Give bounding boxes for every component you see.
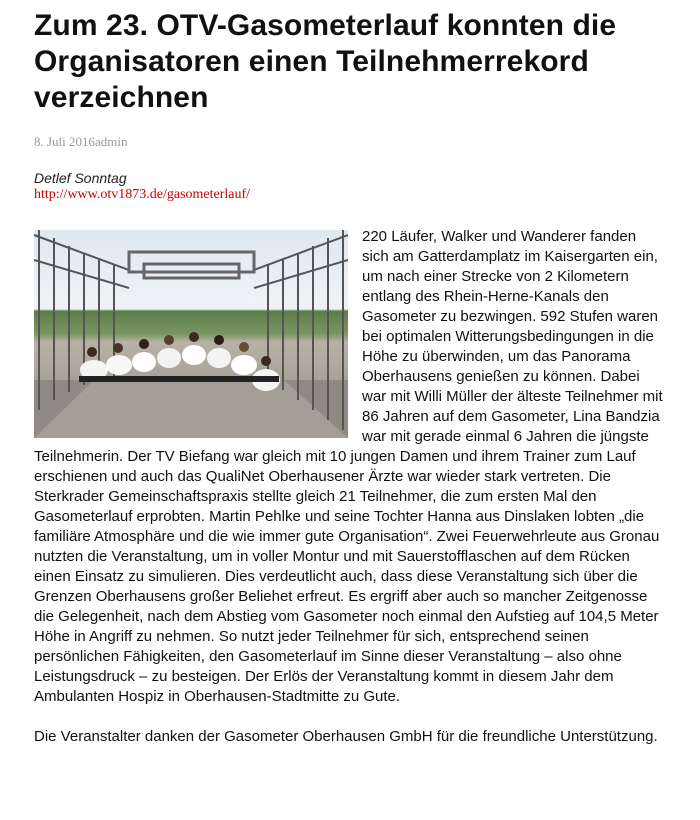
article-paragraph: 220 Läufer, Walker und Wanderer fanden sich am Gatterdamplatz im Kaisergarten ein, um nach einer Strecke von 2 Kilometern entlang des Rhein-Herne-Kanals den Gasometer zu bezwingen. 592 Stufen waren bei optimalen Witterungsbedingungen in die Höhe zu überwinden, um das Panorama Oberhausens genießen zu können. Dabei war mit Willi Müller der älteste Teilnehmer mit 86 Jahren auf dem Gasometer, Lina Bandzia war mit gerade einmal 6 Jahren die jüngste Teilnehmerin. Der TV Biefang war gleich mit 10 jungen Damen und ihrem Trainer zum Lauf erschienen und auch das QualiNet Oberhausener Ärzte war wieder stark vertreten. Die Sterkrader Gemeinschaftspraxis stellte gleich 21 Teilnehmer, die zum ersten Mal den Gasometerlauf erprobten. Martin Pehlke und seine Tochter Hanna aus Dinslaken lobten „die familiäre Atmosphäre und die wie immer gute Organisation“. Zwei Feuerwehrleute aus Gronau nutzten die Veranstaltung, um in voller Montur und mit Sauerstofflaschen auf dem Rücken einen Einsatz zu simulieren. Dies verdeutlicht auch, dass diese Veranstaltung sich über die Grenzen Oberhausens großer Beliehet erfreut. Es ergriff aber auch so mancher Zeitgenosse die Gelegenheit, nach dem Abstieg vom Gasometer noch einmal den Aufstieg auf 104,5 Meter Höhe in Angriff zu nehmen. So nutzt jeder Teilnehmer für sich, entsprechend seinen persönlichen Fähigkeiten, den Gasometerlauf im Sinne dieser Veranstaltung – also ohne Leistungsdruck – zu besteigen. Der Erlös der Veranstaltung kommt in diesem Jahr dem Ambulanten Hospiz in Oberhausen-Stadtmitte zu Gute. bbox=[34, 228, 663, 705]
article-title: Zum 23. OTV-Gasometerlauf konnten die Organisatoren einen Teilnehmerrekord verzeichnen bbox=[34, 9, 617, 114]
article-body bbox=[34, 227, 666, 747]
article-paragraph-closing: Die Veranstalter danken der Gasometer Oberhausen GmbH für die freundliche Unterstützung. bbox=[34, 728, 658, 745]
photo-illustration bbox=[34, 230, 348, 438]
author-name: Detlef Sonntag bbox=[34, 170, 127, 186]
article-photo bbox=[34, 230, 348, 438]
source-link[interactable]: http://www.otv1873.de/gasometerlauf/ bbox=[34, 187, 251, 202]
post-meta: 8. Juli 2016admin bbox=[34, 134, 128, 149]
